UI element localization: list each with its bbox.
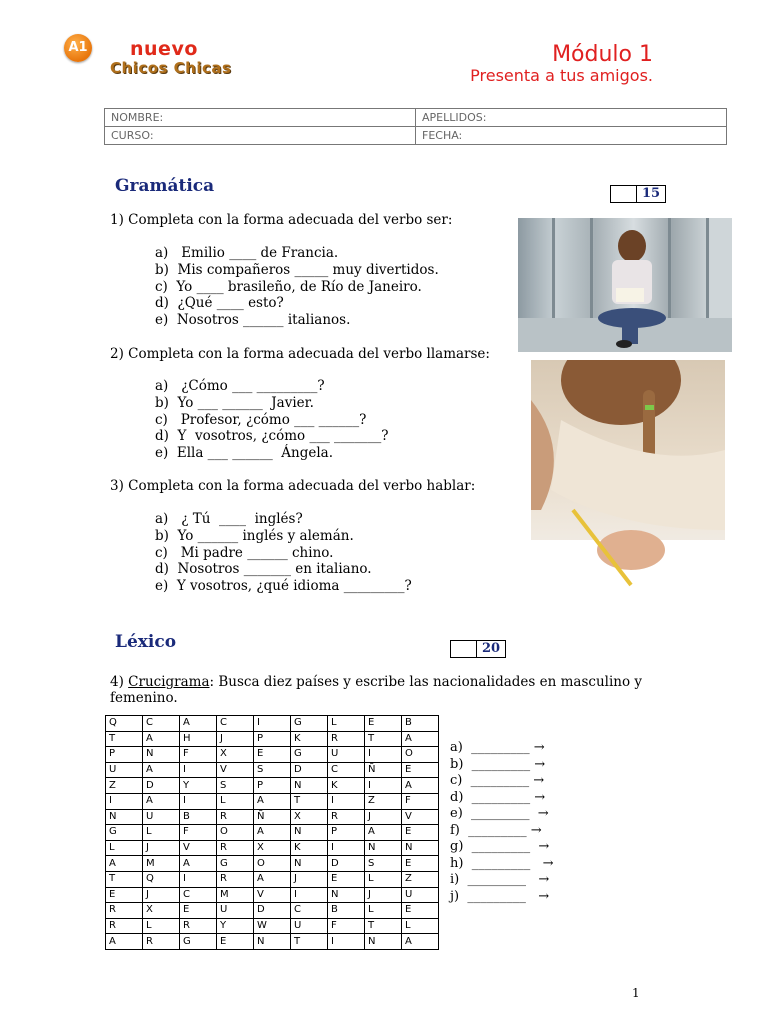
grid-row [106,918,439,934]
list-item: b) Yo ___ ______ Javier. [155,394,314,411]
grid-cell[interactable]: C [217,716,254,732]
grid-cell[interactable]: J [365,887,402,903]
grid-cell[interactable]: E [402,762,439,778]
grid-cell[interactable]: O [217,825,254,841]
module-subtitle: Presenta a tus amigos. [470,66,653,85]
grid-cell[interactable]: I [291,887,328,903]
list-item: e) Y vosotros, ¿qué idioma _________? [155,578,412,595]
grid-row [106,747,439,763]
grid-row [106,716,439,732]
grid-cell[interactable]: E [328,871,365,887]
grid-cell[interactable]: C [328,762,365,778]
grid-cell[interactable]: I [328,793,365,809]
grid-cell[interactable]: N [328,887,365,903]
grid-row [106,903,439,919]
grid-cell[interactable]: A [402,731,439,747]
grid-cell[interactable]: E [254,747,291,763]
grid-cell[interactable]: T [365,918,402,934]
grid-row [106,825,439,841]
grid-cell[interactable]: L [143,918,180,934]
photo-girl-writing [531,360,725,635]
grid-cell[interactable]: L [106,840,143,856]
grid-cell[interactable]: G [106,825,143,841]
nombre-field[interactable]: NOMBRE: [105,109,416,127]
grid-cell[interactable]: T [365,731,402,747]
grid-cell[interactable]: T [106,731,143,747]
grid-cell[interactable]: A [143,731,180,747]
grid-cell[interactable]: R [217,809,254,825]
grid-cell[interactable]: A [180,856,217,872]
grid-row [106,887,439,903]
grid-cell[interactable]: R [328,809,365,825]
list-item: a) ¿ Tú ____ inglés? [155,511,303,527]
grid-cell[interactable]: X [291,809,328,825]
answer-list [450,740,554,905]
list-item: d) Y vosotros, ¿cómo ___ _______? [155,428,389,445]
grid-cell[interactable]: R [217,840,254,856]
grid-cell[interactable]: F [328,918,365,934]
grid-row [106,762,439,778]
grid-cell[interactable]: R [328,731,365,747]
grid-cell[interactable]: P [106,747,143,763]
grid-cell[interactable]: Z [106,778,143,794]
grid-cell[interactable]: A [106,934,143,950]
grid-cell[interactable]: A [143,762,180,778]
grid-row [106,934,439,950]
question-4-label: 4) [110,674,129,690]
question-3-prompt: 3) Completa con la forma adecuada del verbo hablar: [110,478,476,494]
page-number: 1 [632,986,640,1000]
grid-cell[interactable]: F [402,793,439,809]
grid-cell[interactable]: B [180,809,217,825]
list-item: c) Mi padre ______ chino. [155,544,334,561]
grid-cell[interactable]: U [143,809,180,825]
answer-line[interactable]: i) _________ → [450,872,550,887]
answer-line[interactable]: c) _________ → [450,773,545,788]
grid-cell[interactable]: P [254,778,291,794]
grid-cell[interactable]: X [143,903,180,919]
grid-cell[interactable]: F [180,825,217,841]
grid-cell[interactable]: N [143,747,180,763]
answer-line[interactable]: f) _________ → [450,822,542,838]
grid-cell[interactable]: O [402,747,439,763]
grid-cell[interactable]: E [402,825,439,841]
grid-cell[interactable]: V [180,840,217,856]
grid-cell[interactable]: I [328,840,365,856]
grid-cell[interactable]: P [254,731,291,747]
photo-boy-reading [518,218,732,352]
grid-cell[interactable]: D [328,856,365,872]
grid-cell[interactable]: N [291,778,328,794]
grid-cell[interactable]: L [328,716,365,732]
grid-cell[interactable]: G [291,716,328,732]
grid-cell[interactable]: A [402,778,439,794]
grid-cell[interactable]: V [217,762,254,778]
grid-cell[interactable]: I [254,716,291,732]
section-title-lexico: Léxico [115,632,177,652]
grid-cell[interactable]: U [402,887,439,903]
list-item: d) ¿Qué ____ esto? [155,295,284,312]
grid-cell[interactable]: C [291,903,328,919]
student-info-table [104,108,727,145]
grid-cell[interactable]: Y [217,918,254,934]
grid-cell[interactable]: C [143,716,180,732]
grid-cell[interactable]: N [106,809,143,825]
grid-row [106,809,439,825]
grid-cell[interactable]: I [328,934,365,950]
grid-cell[interactable]: N [291,825,328,841]
level-badge: A1 [64,34,92,62]
grid-cell[interactable]: Z [365,793,402,809]
grid-cell[interactable]: F [180,747,217,763]
score-box-lexico [450,640,506,658]
score-input[interactable] [611,186,637,202]
question-4-prompt [110,674,650,706]
grid-cell[interactable]: Z [402,871,439,887]
grid-cell[interactable]: I [180,871,217,887]
grid-cell[interactable]: A [254,825,291,841]
question-2-prompt: 2) Completa con la forma adecuada del verbo llamarse: [110,346,490,362]
section-title-gramatica: Gramática [115,176,215,196]
grid-cell[interactable]: S [254,762,291,778]
grid-cell[interactable]: E [180,903,217,919]
grid-cell[interactable]: J [217,731,254,747]
curso-field[interactable]: CURSO: [105,127,416,145]
grid-cell[interactable]: J [365,809,402,825]
grid-row [106,793,439,809]
grid-cell[interactable]: R [180,918,217,934]
answer-line[interactable]: j) _________ → [450,888,550,904]
grid-cell[interactable]: R [217,871,254,887]
score-total: 15 [641,186,661,201]
question-1-prompt: 1) Completa con la forma adecuada del verbo ser: [110,212,453,228]
grid-cell[interactable]: D [143,778,180,794]
list-item: a) Emilio ____ de Francia. [155,245,339,261]
word-search-grid [105,715,439,950]
grid-cell[interactable]: D [291,762,328,778]
grid-cell[interactable]: Ñ [365,762,402,778]
answer-line[interactable]: b) _________ → [450,756,546,772]
grid-cell[interactable]: Y [180,778,217,794]
grid-cell[interactable]: L [402,918,439,934]
grid-cell[interactable]: G [180,934,217,950]
grid-cell[interactable]: L [365,871,402,887]
grid-cell[interactable]: J [291,871,328,887]
question-1-items [155,245,439,329]
question-4-keyword: Crucigrama [128,674,210,690]
score-total: 20 [481,641,501,656]
grid-cell[interactable]: Ñ [254,809,291,825]
list-item: a) ¿Cómo ___ _________? [155,378,325,394]
grid-cell[interactable]: A [143,793,180,809]
grid-cell[interactable]: C [180,887,217,903]
grid-cell[interactable]: I [180,793,217,809]
list-item: c) Yo ____ brasileño, de Río de Janeiro. [155,278,422,295]
grid-cell[interactable]: B [328,903,365,919]
grid-cell[interactable]: Q [143,871,180,887]
grid-cell[interactable]: L [217,793,254,809]
grid-cell[interactable]: T [291,934,328,950]
question-4-text: : Busca diez países y escribe las nacionalidades en masculino y femenino. [110,674,643,706]
grid-cell[interactable]: I [180,762,217,778]
grid-cell[interactable]: J [143,887,180,903]
grid-cell[interactable]: R [143,934,180,950]
grid-cell[interactable]: U [291,918,328,934]
grid-cell[interactable]: K [291,840,328,856]
grid-cell[interactable]: L [143,825,180,841]
list-item: b) Yo ______ inglés y alemán. [155,527,354,544]
grid-cell[interactable]: G [217,856,254,872]
grid-cell[interactable]: E [402,856,439,872]
score-box-gramatica [610,185,666,203]
grid-cell[interactable]: B [402,716,439,732]
list-item: c) Profesor, ¿cómo ___ ______? [155,411,367,428]
grid-row [106,840,439,856]
grid-row [106,871,439,887]
grid-cell[interactable]: L [365,903,402,919]
apellidos-field[interactable]: APELLIDOS: [416,109,727,127]
module-title: Módulo 1 [552,42,653,67]
logo-chicos-chicas: Chicos Chicas [110,59,232,77]
answer-line[interactable]: g) _________ → [450,839,550,854]
grid-cell[interactable]: K [328,778,365,794]
grid-cell[interactable]: V [402,809,439,825]
grid-cell[interactable]: V [254,887,291,903]
grid-cell[interactable]: A [365,825,402,841]
grid-cell[interactable]: D [254,903,291,919]
grid-cell[interactable]: K [291,731,328,747]
grid-cell[interactable]: S [217,778,254,794]
grid-cell[interactable]: N [402,840,439,856]
grid-cell[interactable]: E [365,716,402,732]
grid-cell[interactable]: I [106,793,143,809]
list-item: b) Mis compañeros _____ muy divertidos. [155,261,439,278]
grid-cell[interactable]: T [106,871,143,887]
grid-cell[interactable]: A [254,871,291,887]
grid-cell[interactable]: P [328,825,365,841]
grid-cell[interactable]: N [365,934,402,950]
grid-cell[interactable]: I [365,778,402,794]
fecha-field[interactable]: FECHA: [416,127,727,145]
grid-cell[interactable]: A [402,934,439,950]
answer-line[interactable]: d) _________ → [450,789,546,805]
answer-line[interactable]: h) _________ → [450,855,554,871]
grid-cell[interactable]: A [180,716,217,732]
grid-cell[interactable]: J [143,840,180,856]
grid-cell[interactable]: M [143,856,180,872]
score-input[interactable] [451,641,477,657]
grid-cell[interactable]: U [106,762,143,778]
grid-cell[interactable]: U [217,903,254,919]
grid-cell[interactable]: N [291,856,328,872]
grid-cell[interactable]: X [217,747,254,763]
grid-cell[interactable]: E [402,903,439,919]
grid-row [106,856,439,872]
grid-cell[interactable]: S [365,856,402,872]
grid-cell[interactable]: R [106,918,143,934]
grid-cell[interactable]: N [254,934,291,950]
answer-line[interactable]: e) _________ → [450,806,549,821]
question-2-items [155,378,389,462]
grid-cell[interactable]: N [365,840,402,856]
grid-cell[interactable]: W [254,918,291,934]
grid-row [106,778,439,794]
question-3-items [155,511,412,595]
grid-cell[interactable]: O [254,856,291,872]
grid-cell[interactable]: A [254,793,291,809]
list-item: d) Nosotros _______ en italiano. [155,561,372,578]
answer-line[interactable]: a) _________ → [450,740,545,755]
grid-cell[interactable]: E [217,934,254,950]
grid-cell[interactable]: E [106,887,143,903]
grid-cell[interactable]: Q [106,716,143,732]
grid-cell[interactable]: R [106,903,143,919]
grid-cell[interactable]: I [365,747,402,763]
grid-row [106,731,439,747]
grid-cell[interactable]: U [328,747,365,763]
grid-cell[interactable]: A [106,856,143,872]
grid-cell[interactable]: T [291,793,328,809]
grid-cell[interactable]: X [254,840,291,856]
grid-cell[interactable]: M [217,887,254,903]
grid-cell[interactable]: G [291,747,328,763]
grid-cell[interactable]: H [180,731,217,747]
list-item: e) Nosotros ______ italianos. [155,312,351,329]
logo-nuevo: nuevo [130,38,198,60]
list-item: e) Ella ___ ______ Ángela. [155,445,334,462]
